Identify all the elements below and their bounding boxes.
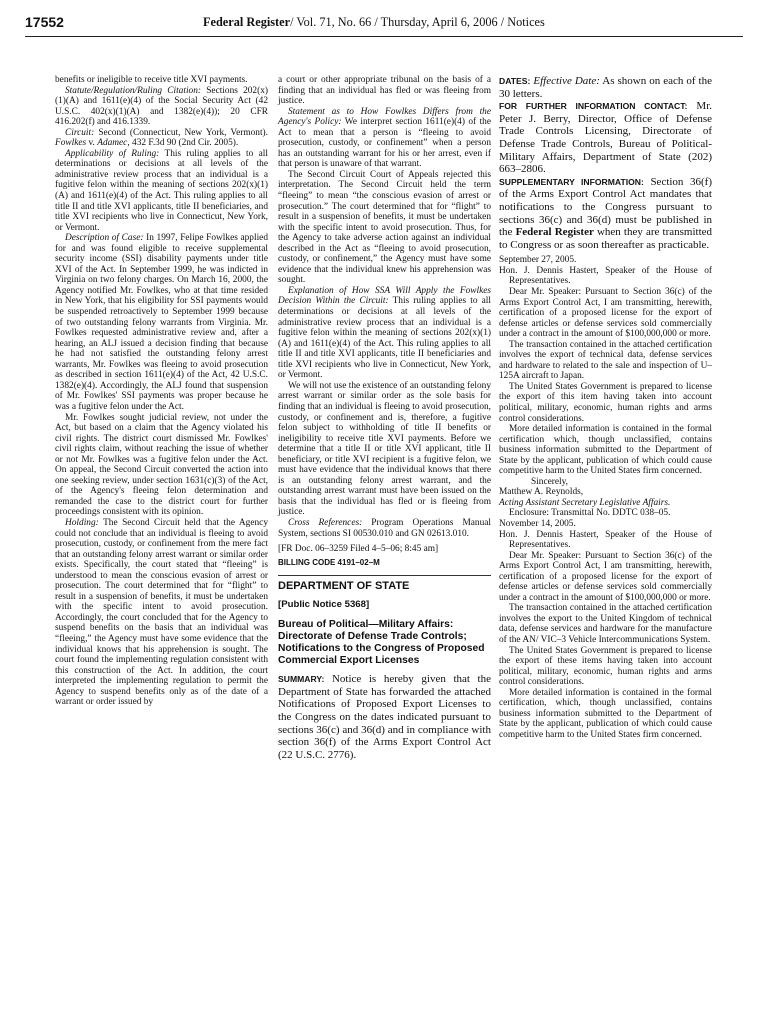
paragraph: Mr. Fowlkes sought judicial review, not under the Act, but based on a claim that the Agency violated his civil rights. The district court dismissed Mr. Fowlkes' civil rights claim, without reaching the issue of whether or not Mr. Fowlkes was a fugitive felon under the Act. On appeal, the Second Circuit converted the action into one seeking review, under section 1631(c)(3) of the Act, of the Agency's fleeing felon determination and remanded the case to the district court for further proceedings consistent with its opinion. xyxy=(55,412,268,518)
billing-code: BILLING CODE 4191–02–M xyxy=(278,557,380,567)
notice-subject: Bureau of Political—Military Affairs: Directorate of Defense Trade Controls; Notifications to the Congress of Proposed Commercial Export Licenses xyxy=(278,619,485,667)
issue-info: / Vol. 71, No. 66 / Thursday, April 6, 2006 / Notices xyxy=(290,15,545,29)
paragraph xyxy=(55,128,268,149)
section-text: We interpret section 1611(e)(4) of the Act to mean that a person is “fleeing to avoid prosecution, custody, or confinement” when a person has an outstanding warrant for his or her arrest, even if that person is unaware of that warrant. xyxy=(278,117,491,170)
paragraph: We will not use the existence of an outstanding felony arrest warrant or similar order as the sole basis for finding that an individual is fleeing to avoid prosecution, custody, or confinement and is, therefore, a fugitive felon subject to withholding of title II benefits or ineligibility to receive title XVI payments. Before we determine that a title II or title XVI applicant, title II beneficiary, or title XVI recipient is a fugitive felon, we must have evidence that the individual knows that there is an outstanding felony arrest warrant, and the outstanding arrest warrant must have been issued on the basis that the individual has fled or is fleeing from justice. xyxy=(278,380,491,518)
section-label: Applicability of Ruling: xyxy=(65,148,160,159)
dates-label: DATES: xyxy=(499,76,531,86)
column-2 xyxy=(278,75,491,761)
dates-paragraph xyxy=(499,75,712,100)
paragraph xyxy=(55,518,268,708)
paragraph xyxy=(55,233,268,412)
summary-paragraph xyxy=(278,673,491,761)
agency-heading: DEPARTMENT OF STATE xyxy=(278,580,410,593)
fr-doc-line: [FR Doc. 06–3259 Filed 4–5–06; 8:45 am] xyxy=(278,544,439,555)
paragraph xyxy=(278,107,491,170)
public-notice-number: [Public Notice 5368] xyxy=(278,598,370,610)
dates-text: As shown on each of the 30 letters. xyxy=(499,75,712,100)
journal-name: Federal Register xyxy=(203,15,291,29)
section-label: Statement as to How Fowlkes Differs from the Agency's Policy: xyxy=(278,106,491,128)
section-text: Sections 202(x)(1)(A) and 1611(e)(4) of the Social Security Act (42 U.S.C. 402(x)(1)(A) and 1382(e)(4)); 20 CFR 416.202(f) and 416.1339. xyxy=(55,85,268,128)
paragraph: The transaction contained in the attached certification involves the export of technical data, defense services and hardware to related to the sale and inspection of U–125A aircraft to Japan. xyxy=(499,339,712,382)
paragraph: More detailed information is contained in the formal certification, which, though unclassified, contains business information submitted to the Department of State by the applicant, publication of which could cause competitive harm to the United States firm concerned. xyxy=(499,687,712,740)
paragraph xyxy=(55,86,268,128)
letter-addressee: Hon. J. Dennis Hastert, Speaker of the House of Representatives. xyxy=(499,265,712,287)
signer-title: Acting Assistant Secretary Legislative Affairs. xyxy=(499,497,671,508)
divider xyxy=(278,575,491,576)
running-head xyxy=(203,15,545,30)
paragraph: The United States Government is prepared to license the export of these items having taken into account political, military, economic, human rights and arms control considerations. xyxy=(499,645,712,688)
paragraph: More detailed information is contained in the formal certification which, though unclassified, contains business information submitted to the Department of State by the applicant, publication of which could cause competitive harm to the United States firm concerned. xyxy=(499,424,712,477)
section-label: Statute/Regulation/Ruling Citation: xyxy=(65,85,202,96)
section-text: 432 F.3d 90 (2nd Cir. 2005). xyxy=(132,138,239,149)
page-number: 17552 xyxy=(25,14,64,30)
contact-text: Mr. Peter J. Berry, Director, Office of Defense Trade Controls Licensing, Directorate of Defense Trade Controls, Bureau of Political-Military Affairs, Department of State (202) 663–2806. xyxy=(499,100,713,176)
case-name: Fowlkes xyxy=(55,138,87,149)
section-label: Circuit: xyxy=(65,127,95,138)
dates-italic: Effective Date: xyxy=(533,75,600,87)
letter-addressee: Hon. J. Dennis Hastert, Speaker of the House of Representatives. xyxy=(499,529,712,551)
supplementary-text: Section 36(f) of the Arms Export Control Act mandates that notifications to the Congress pursuant to sections 36(c) and 36(d) must be published in the xyxy=(499,175,713,239)
section-text: This ruling applies to all determinations or decisions at all levels of the administrative review process that an individual is a fugitive felon within the meaning of sections 202(x)(1)(A) and 1611(e)(4) of the Act. This ruling applies to all title II and title XVI applicants, title II beneficiaries and title XVI recipients who live in Connecticut, New York, or Vermont. xyxy=(278,296,492,381)
column-1 xyxy=(55,75,268,708)
paragraph xyxy=(55,149,268,233)
paragraph: The Second Circuit Court of Appeals rejected this interpretation. The Second Circuit held the term “fleeing” to mean “the conscious evasion of arrest or prosecution.” The court determined that for “flight” to result in a suspension of benefits, it must be undertaken with the specific intent to avoid prosecution. Thus, for the Agency to take adverse action against an individual described in the Act as “fleeing to avoid prosecution, custody, or confinement,” the Agency must have some evidence that the individual knew his apprehension was sought. xyxy=(278,169,491,286)
letter-date: November 14, 2005. xyxy=(499,518,576,529)
case-name: Adamec, xyxy=(97,138,130,149)
section-text: Second (Connecticut, New York, Vermont). xyxy=(98,127,268,138)
paragraph: The United States Government is prepared to license the export of this item having taken into account political, military, economic, human rights and arms control considerations. xyxy=(499,381,712,424)
federal-register-name: Federal Register xyxy=(515,226,594,239)
enclosure: Enclosure: Transmittal No. DDTC 038–05. xyxy=(509,508,671,519)
signer-name: Matthew A. Reynolds, xyxy=(499,487,584,498)
paragraph xyxy=(278,286,491,381)
paragraph: benefits or ineligible to receive title XVI payments. xyxy=(55,75,248,85)
section-text: This ruling applies to all determinations or decisions at all levels of the administrative review process that an individual is a fugitive felon within the meaning of sections 202(x)(1)(A) and 1611(e)(4) of the Act. This ruling applies to all title II and title XVI applicants, title II beneficiaries, and title XVI recipients who live in Connecticut, New York, or Vermont. xyxy=(55,148,268,233)
section-label: Explanation of How SSA Will Apply the Fowlkes Decision Within the Circuit: xyxy=(278,285,491,307)
closing: Sincerely, xyxy=(531,476,569,487)
letter-date: September 27, 2005. xyxy=(499,255,577,266)
column-3 xyxy=(499,75,712,740)
supplementary-label: SUPPLEMENTARY INFORMATION: xyxy=(499,176,644,187)
paragraph xyxy=(278,518,491,539)
section-label: Cross References: xyxy=(288,517,363,528)
section-text: Program Operations Manual System, sections SI 00530.010 and GN 02613.010. xyxy=(278,517,491,539)
contact-paragraph xyxy=(499,100,712,176)
section-label: Description of Case: xyxy=(65,233,144,244)
supplementary-text: when they are transmitted to Congress or as soon thereafter as practicable. xyxy=(499,226,713,251)
section-text: In 1997, Felipe Fowlkes applied for and was found eligible to receive supplemental security income (SSI) disability payments under title XVI of the Act. In September 1999, he was indicted in Virginia on two felony charges. On March 16, 2000, the Agency notified Mr. Fowlkes, who at that time resided in New York, that his eligibility for SSI payments would be suspended retroactively to September 1999 because of two outstanding felony warrants from Virginia. Mr. Fowlkes requested administrative review and, after a hearing, an ALJ issued a decision finding that because he had not satisfied the outstanding felony arrest warrants, Mr. Fowlkes was fleeing to avoid prosecution as described in section 1611(e)(4) of the Act, 42 U.S.C. 1382(e)(4). Accordingly, the ALJ found that suspension of Mr. Fowlkes' SSI payments was proper because he was a fugitive felon under the Act. xyxy=(55,233,268,412)
section-label: Holding: xyxy=(65,517,99,528)
paragraph: Dear Mr. Speaker: Pursuant to Section 36(c) of the Arms Export Control Act, I am transmitting, herewith, certification of a proposed license for the export of defense articles or defense services sold commercially under a contract in the amount of $100,000,000 or more. xyxy=(499,286,712,340)
contact-label: FOR FURTHER INFORMATION CONTACT: xyxy=(499,101,688,112)
section-text: v. xyxy=(88,138,95,149)
supplementary-paragraph xyxy=(499,176,712,252)
section-text: The Second Circuit held that the Agency could not conclude that an individual is fleeing to avoid prosecution, custody, or confinement from the mere fact that an outstanding felony arrest warrant or similar order exists. Specifically, the court stated that “fleeing” is understood to mean the conscious evasion of arrest or prosecution. The court determined that for “flight” to result in a suspension of benefits, it must be undertaken with the specific intent to avoid prosecution. Accordingly, the court concluded that for the Agency to suspend benefits on the basis that an individual was “fleeing,” the Agency must have some evidence that the individual knows that his apprehension is sought. The court found the implementing regulation consistent with this construction of the Act. In addition, the court interpreted the implementing regulation to permit the Agency to suspend benefits only as of the date of a warrant or order issued by xyxy=(55,517,268,708)
paragraph: Dear Mr. Speaker: Pursuant to Section 36(c) of the Arms Export Control Act, I am transmitting, herewith, certification of a proposed license for the export of defense articles or defense services sold commercially under a contract in the amount of $100,000,000 or more. xyxy=(499,550,712,603)
paragraph: The transaction contained in the attached certification involves the export to the United Kingdom of technical data, defense services and hardware for the manufacture of the AN/ VIC–3 Vehicle Intercommunications System. xyxy=(499,603,712,645)
paragraph: a court or other appropriate tribunal on the basis of a finding that an individual has fled or was fleeing from justice. xyxy=(278,75,491,107)
summary-label: SUMMARY: xyxy=(278,674,325,685)
summary-text: Notice is hereby given that the Department of State has forwarded the attached Notifications of Proposed Export Licenses to the Congress on the dates indicated pursuant to sections 36(c) and 36(d) and in compliance with section 36(f) of the Arms Export Control Act (22 U.S.C. 2776). xyxy=(278,673,491,761)
page-header xyxy=(25,14,743,37)
